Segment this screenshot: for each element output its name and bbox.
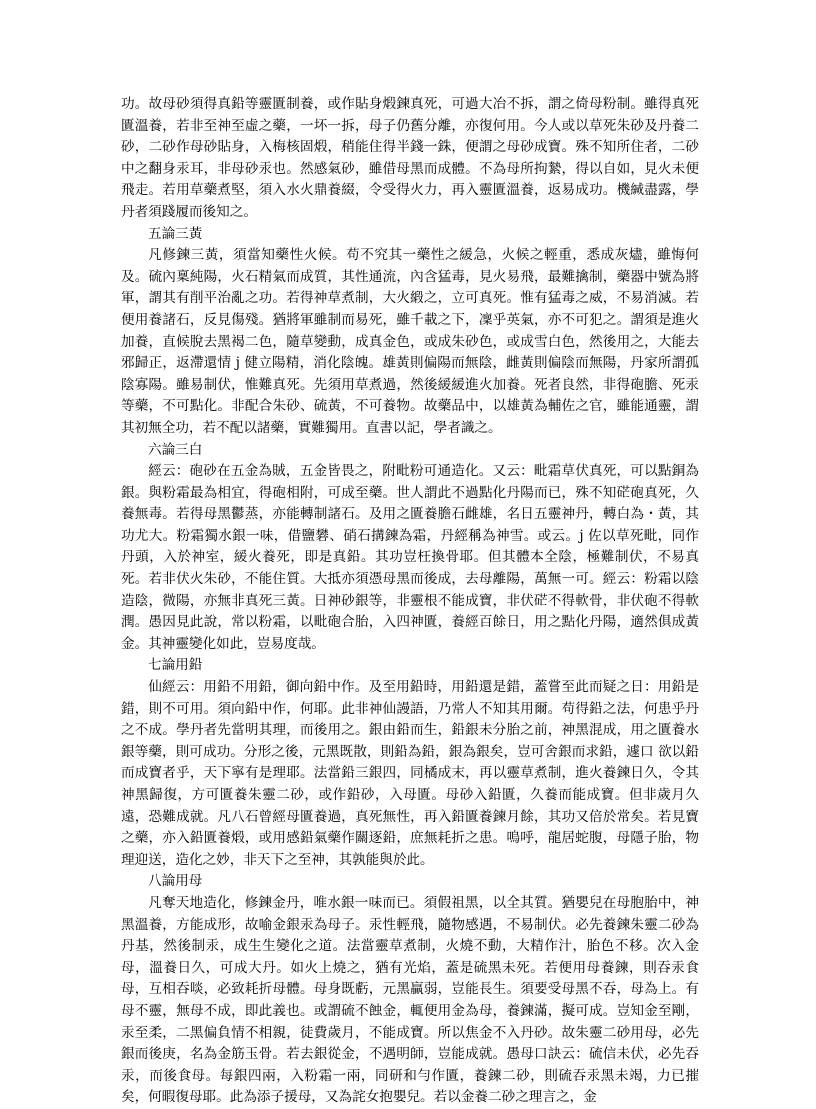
paragraph-seven: 仙經云：用鉛不用鉛，御向鉛中作。及至用鉛時，用鉛還是錯，蓋嘗至此而疑之日：用鉛是錯，則不可用。須向鉛中作，何耶。此非神仙謾語，乃常人不知其用爾。苟得鉛之法，何患乎丹之不成。學丹者先當明其理，而後用之。銀由鉛而生，鉛銀未分胎之前，神黑混成，用之匱養水銀等藥，則可成功。分形之後，元黑既散，則鉛為鉛，銀為銀矣，豈可舍銀而求鉛，遽口 欲以鉛而成寶者乎，天下寧有是理耶。法當鉛三銀四，同橘成末，再以靈草煮制，進火養鍊日久，令其神黑歸復，方可匱養朱靈二砂，或作鉛砂，入母匱。母砂入鉛匱，久養而能成寶。但非歲月久遠，恐難成就。凡八石曾經母匱養過，真死無性，再入鉛匱養鍊月餘，其功又倍於常矣。若見寶之藥，亦入鉛匱養煅，或用感鉛氣藥作關逐鉛，庶無耗折之患。嗚呼，龍居蛇腹，母隱子胎，物理迎送，造化之妙，非天下之至神，其孰能與於此。 bbox=[121, 679, 699, 868]
paragraph-intro: 功。故母砂須得真鉛等靈匱制養，或作貼身煅鍊真死，可過大冶不拆，謂之倚母粉制。雖得真死匱溫養，若非至神至虛之藥，一坏一拆，母子仍舊分離，亦復何用。今人或以草死朱砂及丹養二砂，二砂作母砂貼身，入梅核固煅，稍能住得半錢一銖，便謂之母砂成寶。殊不知所住者，二砂中之翻身汞耳，非母砂汞也。然感氣砂，雖借母黑而成體。不為母所拘縶，得以自如，見火未便飛走。若用草藥煮堅，須入水火鼎養綴，令受得火力，再入靈匱溫養，返易成功。機緘盡露，學丹者須踐履而後知之。 bbox=[121, 96, 699, 220]
section-heading-eight: 八論用母 bbox=[148, 873, 203, 890]
paragraph-five: 凡修鍊三黃，須當知藥性火候。苟不究其一藥性之緩急，火候之輕重，悉成灰燼，雖悔何及。硫內稟純陽，火石精氣而成質，其性通流，內含猛毒，見火易飛，最難擒制，藥器中號為將軍，謂其有削平治亂之功。若得神草煮制，大火緞之，立可真死。惟有猛毒之威，不易消滅。若便用養諸石，反見傷殘。猶將軍雖制而易死，雖千載之下，凜乎英氣，亦不可犯之。謂須是進火加養，直候脫去黑褐二色，隨草變動，成真金色，或成朱砂色，或成雪白色，然後用之，大能去邪歸正，返滯還情 j 健立陽精，消化陰魄。雄黃則偏陽而無陰，雌黃則偏陰而無陽，丹家所謂孤陰寡陽。雖易制伏，惟難真死。先須用草煮過，然後緩緩進火加養。死者良然，非得砲膽、死汞等藥，不可點化。非配合朱砂、硫黃，不可養物。故藥品中，以雄黃為輔佐之官，雖能通靈，謂其初無全功，若不配以諸藥，實難獨用。直書以記，學者識之。 bbox=[121, 247, 699, 436]
document-page bbox=[121, 94, 699, 1109]
section-heading-seven: 七論用鉛 bbox=[148, 657, 203, 674]
paragraph-eight: 凡奪天地造化，修鍊金丹，唯水銀一味而已。須假祖黑，以全其質。猶嬰兒在母胞胎中，神黑溫養，方能成形，故喻金銀汞為母子。汞性輕飛，隨物感遇，不易制伏。必先養鍊朱靈二砂為丹基，然後制汞，成生生變化之道。法當靈草煮制，火燒不動，大精作汁，胎色不移。次入金母，溫養日久，可成大丹。如火上燒之，猶有光焰，蓋是硫黑未死。若便用母養鍊，則吞汞食母，互相吞啖，必致耗折母體。母身既虧，元黑贏弱，豈能長生。須要受母黑不吞，母為上。有母不靈，無母不成，即此義也。或謂硫不蝕金，輒便用金為母，養鍊滿，擬可成。豈知金至剛，汞至柔，二黑偏負情不相親，徒費歲月，不能成寶。所以焦金不入丹砂。故朱靈二砂用母，必先銀而後庚，名為金筋玉骨。若去銀從金，不遇明師，豈能成就。愚母口訣云：硫信未伏，必先吞汞，而後食母。每銀四兩，入粉霜一兩，同研和勻作匱，養鍊二砂，則硫吞汞黑未竭，力已摧矣，何暇復母耶。此為添子援母，又為詫女抱嬰兒。若以金養二砂之理言之，金 bbox=[121, 894, 699, 1106]
section-heading-six: 六論三白 bbox=[148, 441, 203, 458]
section-heading-five: 五論三黃 bbox=[148, 225, 203, 242]
paragraph-six: 經云：砲砂在五金為賊，五金皆畏之，附毗粉可通造化。又云：毗霜草伏真死，可以點銅為銀。與粉霜最為相宜，得砲相附，可成至藥。世人謂此不過點化丹陽而已，殊不知硭砲真死，久養無毒。若得母黑鬱蒸，亦能轉制諸石。及用之匱養膽石雌雄，名日五靈神丹，轉白為・黃，其功尤大。粉霜獨水銀一味，借鹽礬、硝石搆鍊為霜，丹經稱為神雪。或云。j 佐以草死毗，同作丹頭，入於神室，緩火養死，即是真鉛。其功豈枉換骨耶。但其體本全陰，極難制伏，不易真死。若非伏火朱砂，不能住質。大抵亦須憑母黑而後成，去母離陽，萬無一可。經云：粉霜以陰造陰，微陽，亦無非真死三黃。日神砂銀等，非靈根不能成寶，非伏硭不得軟骨，非伏砲不得軟潤。愚因見此說，常以粉霜，以毗砲合胎，入四神匱，養經百餘日，用之點化丹陽，適然俱成黃金。其神靈變化如此，豈易度哉。 bbox=[121, 463, 699, 652]
